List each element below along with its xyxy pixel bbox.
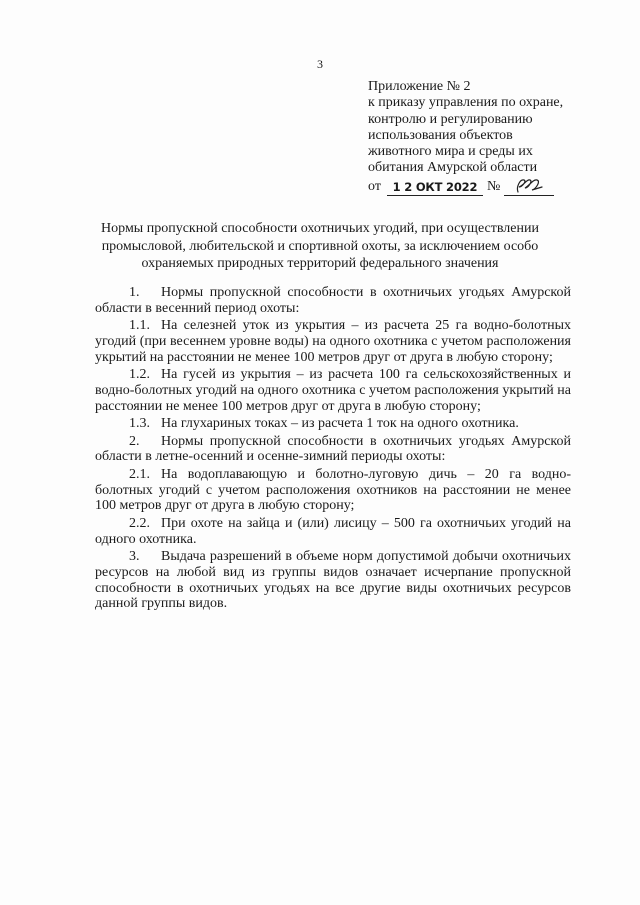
paragraph [95, 367, 571, 414]
date-prefix: от [368, 179, 381, 195]
handwritten-number-field [504, 179, 554, 196]
paragraph [95, 416, 571, 432]
annex-line: контролю и регулированию [368, 111, 533, 127]
document-body [95, 285, 571, 614]
date-stamp: 1 2 ОКТ 2022 [387, 179, 483, 196]
paragraph [95, 516, 571, 548]
annex-line: к приказу управления по охране, [368, 95, 564, 111]
handwritten-number-icon [512, 175, 546, 195]
document-title: Нормы пропускной способности охотничьих угодий, при осуществлении промысловой, любительской и спортивной охоты, за исключением особо охраняемых природных территорий федерального значения [101, 221, 539, 271]
paragraph-text: Выдача разрешений в объеме норм допустимой добычи охотничьих ресурсов на любой вид из группы видов означает исчерпание пропускной способности в охотничьих угодьях на все другие виды охотничьих ресурсов данной группы видов. [95, 548, 571, 612]
paragraph-number: 2.1. [129, 466, 150, 482]
paragraph-number: 1.1. [129, 318, 150, 334]
paragraph [95, 434, 571, 466]
paragraph-number: 1. [129, 285, 140, 300]
paragraph-number: 3. [129, 548, 140, 564]
annex-header [368, 79, 630, 196]
date-number-line [368, 179, 630, 196]
paragraph-number: 2.2. [129, 515, 150, 531]
paragraph-number: 1.3. [129, 416, 150, 432]
paragraph-number: 2. [129, 433, 140, 449]
page-number: 3 [317, 57, 323, 71]
annex-line: животного мира и среды их [368, 144, 533, 160]
paragraph [95, 467, 571, 514]
paragraph-text: На селезней уток из укрытия – из расчета 25 га водно-болотных угодий (при весеннем уровне воды) на одного охотника с учетом расположения укрытий на расстоянии не менее 100 метров друг от друга в любую сторону; [95, 318, 571, 365]
paragraph [95, 285, 571, 317]
paragraph-number: 1.2. [129, 367, 150, 383]
annex-line: обитания Амурской области [368, 160, 538, 176]
annex-line: Приложение № 2 [368, 79, 471, 94]
number-label: № [486, 179, 501, 195]
annex-line: использования объектов [368, 127, 513, 143]
paragraph-text: На гусей из укрытия – из расчета 100 га сельскохозяйственных и водно-болотных угодий на одного охотника с учетом расположения укрытий на расстоянии не менее 100 метров друг от друга в любую сторону; [95, 367, 571, 414]
paragraph-text: Нормы пропускной способности в охотничьих угодьях Амурской области в весенний период охоты: [95, 285, 571, 316]
paragraph-text: При охоте на зайца и (или) лисицу – 500 га охотничьих угодий на одного охотника. [95, 515, 571, 547]
paragraph-text: На водоплавающую и болотно-луговую дичь – 20 га водно-болотных угодий с учетом расположения охотников на расстоянии не менее 100 метров друг от друга в любую сторону; [95, 466, 571, 514]
paragraph-text: На глухариных токах – из расчета 1 ток на одного охотника. [161, 416, 519, 432]
paragraph [95, 549, 571, 612]
paragraph [95, 318, 571, 365]
paragraph-text: Нормы пропускной способности в охотничьих угодьях Амурской области в летне-осенний и осенне-зимний периоды охоты: [95, 433, 571, 465]
